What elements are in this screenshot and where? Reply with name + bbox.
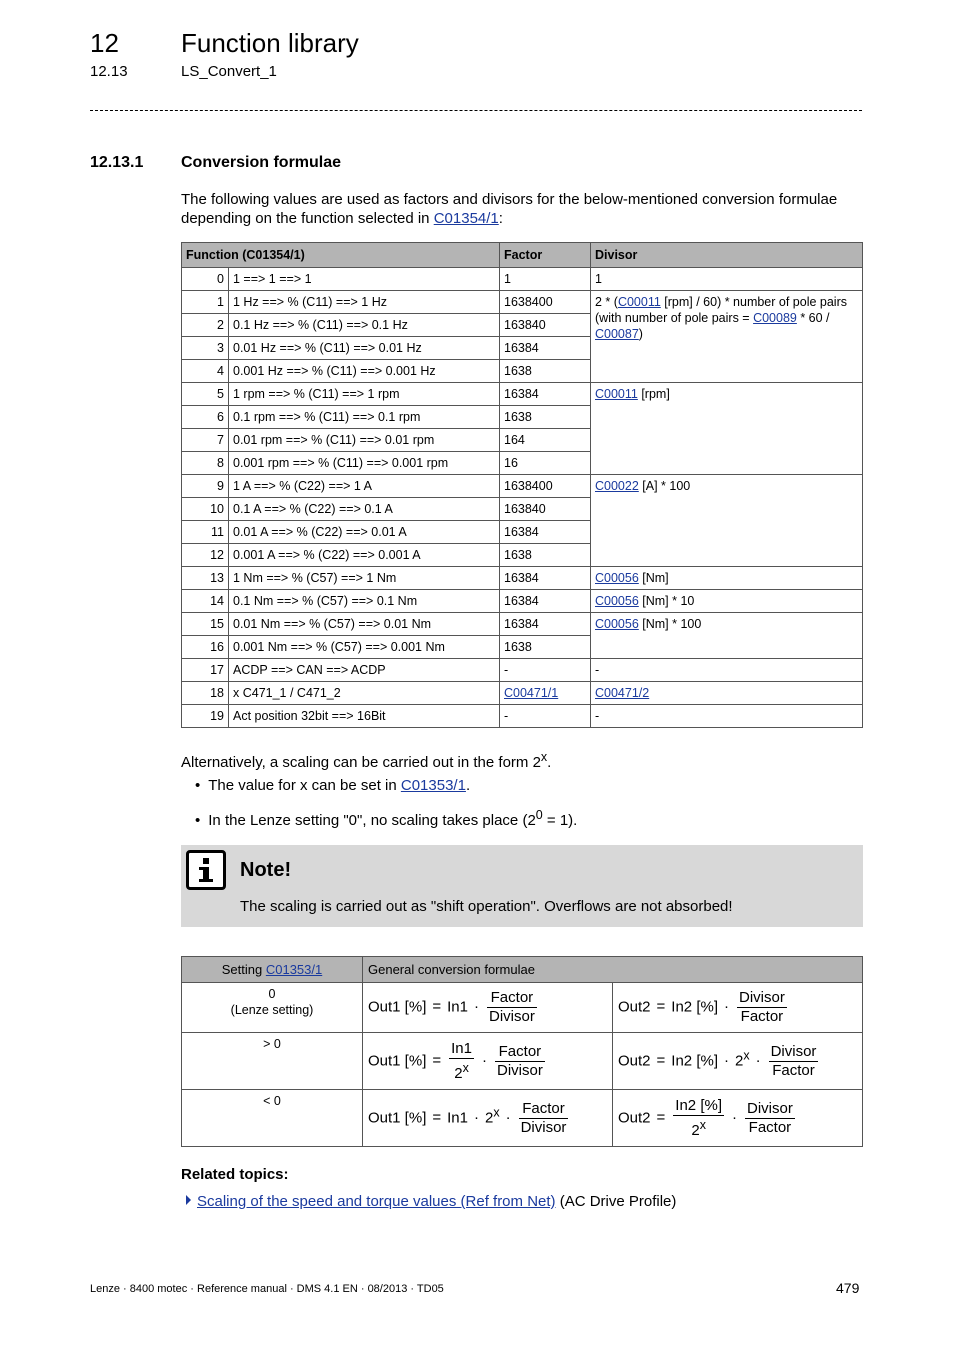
- setting-sub: (Lenze setting): [230, 1003, 314, 1017]
- table-row: [182, 705, 863, 728]
- term-two: 2: [454, 1064, 463, 1082]
- term-two: 2: [735, 1051, 744, 1069]
- row-function: Act position 32bit ==> 16Bit: [229, 705, 500, 728]
- term-out1: Out1 [%]: [368, 998, 427, 1016]
- denominator: Divisor: [496, 1061, 543, 1079]
- setting-cell: [182, 1090, 363, 1147]
- row-function: ACDP ==> CAN ==> ACDP: [229, 659, 500, 682]
- table-row: [182, 659, 863, 682]
- row-factor: 1638: [500, 406, 591, 429]
- numerator: In2 [%]: [675, 1096, 722, 1114]
- row-function: 0.01 A ==> % (C22) ==> 0.01 A: [229, 521, 500, 544]
- table-row: [182, 1033, 863, 1090]
- scaling-end: .: [547, 754, 552, 771]
- row-number: 6: [182, 406, 229, 429]
- row-divisor: 1: [591, 268, 863, 291]
- divisor-text: [Nm]: [638, 571, 669, 585]
- term-dot: ·: [481, 1051, 487, 1069]
- row-function: 1 Nm ==> % (C57) ==> 1 Nm: [229, 567, 500, 590]
- col-factor: Factor: [500, 243, 591, 268]
- row-number: 8: [182, 452, 229, 475]
- row-number: 3: [182, 337, 229, 360]
- term-in2: In2 [%]: [671, 1051, 718, 1069]
- row-factor: 1638400: [500, 475, 591, 498]
- bullet-text-end: = 1).: [542, 812, 578, 829]
- table-row: [182, 1090, 863, 1147]
- row-number: 0: [182, 268, 229, 291]
- numerator: Divisor: [747, 1099, 793, 1117]
- row-factor: -: [500, 659, 591, 682]
- row-function: 0.1 Hz ==> % (C11) ==> 0.1 Hz: [229, 314, 500, 337]
- table-row: [182, 268, 863, 291]
- intro-text: The following values are used as factors and divisors for the below-mentioned conversion formulae depending on the function selected in: [181, 191, 838, 227]
- term-x: x: [462, 1060, 469, 1075]
- bullet-dot-icon: •: [195, 777, 201, 794]
- term-eq: =: [656, 1108, 666, 1126]
- row-factor: -: [500, 705, 591, 728]
- term-in1: In1: [447, 998, 468, 1016]
- denominator: Factor: [748, 1118, 792, 1136]
- table-header-row: [182, 243, 863, 268]
- row-number: 1: [182, 291, 229, 314]
- link-c00089[interactable]: C00089: [753, 311, 797, 325]
- divisor-text: ): [638, 327, 643, 341]
- note-box: [181, 845, 863, 927]
- row-factor: 1: [500, 268, 591, 291]
- formula-out1: [363, 983, 613, 1033]
- bullet-item: [195, 808, 577, 829]
- footer-text: Lenze · 8400 motec · Reference manual · DMS 4.1 EN · 08/2013 · TD05: [90, 1283, 444, 1295]
- term-eq: =: [432, 1051, 442, 1069]
- link-c01353[interactable]: C01353/1: [400, 777, 466, 794]
- row-number: 2: [182, 314, 229, 337]
- fraction: [673, 1097, 724, 1140]
- intro-text-end: :: [498, 210, 503, 227]
- table-row: [182, 567, 863, 590]
- row-factor: 1638400: [500, 291, 591, 314]
- divisor-text: [rpm] / 60) * number of pole pairs (with number of pole pairs =: [595, 295, 847, 325]
- term-out2: Out2: [618, 1051, 651, 1069]
- row-number: 10: [182, 498, 229, 521]
- intro-paragraph: [181, 190, 871, 228]
- row-function: 1 A ==> % (C22) ==> 1 A: [229, 475, 500, 498]
- scaling-text: [181, 750, 551, 771]
- link-c00011[interactable]: C00011: [595, 387, 638, 401]
- row-number: 9: [182, 475, 229, 498]
- row-factor: 1638: [500, 544, 591, 567]
- link-c00011[interactable]: C00011: [617, 295, 661, 309]
- bullet-dot-icon: •: [195, 812, 201, 829]
- info-icon: [186, 850, 226, 890]
- arrow-right-icon: [186, 1195, 191, 1205]
- row-number: 5: [182, 383, 229, 406]
- row-function: 0.1 A ==> % (C22) ==> 0.1 A: [229, 498, 500, 521]
- col-formulae: General conversion formulae: [363, 957, 863, 983]
- link-c00471-1[interactable]: C00471/1: [504, 686, 559, 700]
- row-divisor: [591, 682, 863, 705]
- row-number: 16: [182, 636, 229, 659]
- row-divisor: [591, 613, 863, 659]
- term-dot: ·: [505, 1108, 511, 1126]
- row-divisor-hz: [591, 291, 863, 383]
- setting-value: < 0: [263, 1094, 281, 1108]
- related-topic-suffix: (AC Drive Profile): [555, 1193, 677, 1210]
- term-dot: ·: [755, 1051, 761, 1069]
- term-out1: Out1 [%]: [368, 1108, 427, 1126]
- link-c01353[interactable]: C01353/1: [265, 962, 323, 977]
- setting-cell: [182, 983, 363, 1033]
- bullet-text-end: .: [465, 777, 471, 794]
- setting-value: 0: [268, 987, 276, 1001]
- table-row: [182, 475, 863, 498]
- term-eq: =: [656, 998, 666, 1016]
- intro-link-c01354[interactable]: C01354/1: [433, 210, 499, 227]
- section-number: 12.13: [90, 63, 128, 80]
- fraction: [745, 1100, 795, 1137]
- link-c00056[interactable]: C00056: [595, 571, 639, 585]
- section-title: LS_Convert_1: [181, 63, 277, 80]
- term-in1: In1: [447, 1108, 468, 1126]
- factor-divisor-table: [181, 242, 863, 728]
- denominator: [449, 1059, 474, 1083]
- col-setting-label: Setting: [221, 962, 266, 977]
- col-divisor: Divisor: [591, 243, 863, 268]
- numerator: In1: [451, 1039, 472, 1057]
- row-number: 7: [182, 429, 229, 452]
- heading-number: 12.13.1: [90, 154, 144, 171]
- row-function: 0.001 Hz ==> % (C11) ==> 0.001 Hz: [229, 360, 500, 383]
- chapter-title: Function library: [181, 28, 359, 58]
- bullet-item: [195, 777, 470, 794]
- numerator: Divisor: [739, 989, 785, 1006]
- term-eq: =: [656, 1051, 666, 1069]
- scaling-text-main: Alternatively, a scaling can be carried out in the form 2: [181, 754, 541, 771]
- row-function: 0.01 Nm ==> % (C57) ==> 0.01 Nm: [229, 613, 500, 636]
- row-divisor: [591, 590, 863, 613]
- formula-out2: [613, 1090, 863, 1147]
- table-row: [182, 383, 863, 406]
- row-number: 12: [182, 544, 229, 567]
- related-topic-item: [186, 1193, 676, 1210]
- row-function: x C471_1 / C471_2: [229, 682, 500, 705]
- row-factor: 1638: [500, 636, 591, 659]
- row-factor: 16384: [500, 337, 591, 360]
- row-function: 0.001 rpm ==> % (C11) ==> 0.001 rpm: [229, 452, 500, 475]
- row-function: 1 Hz ==> % (C11) ==> 1 Hz: [229, 291, 500, 314]
- scaling-sup: x: [540, 750, 548, 764]
- setting-value: > 0: [263, 1037, 281, 1051]
- fraction: [495, 1043, 545, 1080]
- col-function: Function (C01354/1): [182, 243, 500, 268]
- page-number: 479: [836, 1280, 860, 1296]
- row-divisor-current: [591, 475, 863, 567]
- col-setting: [182, 957, 363, 983]
- denominator: Factor: [772, 1061, 815, 1079]
- row-factor: 16384: [500, 613, 591, 636]
- row-divisor-rpm: [591, 383, 863, 475]
- note-text: The scaling is carried out as "shift operation". Overflows are not absorbed!: [240, 898, 733, 915]
- divisor-text: [rpm]: [637, 387, 670, 401]
- link-c00471-2[interactable]: C00471/2: [595, 686, 650, 700]
- row-function: 0.01 Hz ==> % (C11) ==> 0.01 Hz: [229, 337, 500, 360]
- denominator: Divisor: [520, 1118, 567, 1136]
- row-factor: 16384: [500, 521, 591, 544]
- fraction: [487, 989, 537, 1026]
- divisor-text: [A] * 100: [638, 479, 691, 493]
- term-eq: =: [432, 998, 442, 1016]
- term-dot: ·: [724, 1051, 729, 1069]
- table-row: [182, 291, 863, 314]
- bullet-sup: 0: [535, 808, 543, 822]
- table-row: [182, 613, 863, 636]
- divisor-text: [Nm] * 10: [638, 594, 695, 608]
- row-factor: 164: [500, 429, 591, 452]
- row-factor: 1638: [500, 360, 591, 383]
- row-function: 0.001 Nm ==> % (C57) ==> 0.001 Nm: [229, 636, 500, 659]
- row-number: 4: [182, 360, 229, 383]
- link-c00056[interactable]: C00056: [595, 594, 639, 608]
- table-row: [182, 983, 863, 1033]
- header-divider: [90, 110, 862, 111]
- row-factor: 16384: [500, 590, 591, 613]
- link-c00022[interactable]: C00022: [595, 479, 639, 493]
- term-out2: Out2: [618, 998, 651, 1016]
- divisor-text: * 60 /: [796, 311, 830, 325]
- chapter-number: 12: [90, 28, 119, 58]
- row-function: 0.1 Nm ==> % (C57) ==> 0.1 Nm: [229, 590, 500, 613]
- row-factor: [500, 682, 591, 705]
- row-function: 1 rpm ==> % (C11) ==> 1 rpm: [229, 383, 500, 406]
- row-function: 0.1 rpm ==> % (C11) ==> 0.1 rpm: [229, 406, 500, 429]
- numerator: Factor: [495, 1043, 545, 1062]
- denominator: Factor: [740, 1008, 784, 1025]
- row-function: 0.01 rpm ==> % (C11) ==> 0.01 rpm: [229, 429, 500, 452]
- table-header-row: [182, 957, 863, 983]
- formula-out2: [613, 1033, 863, 1090]
- row-function: 0.001 A ==> % (C22) ==> 0.001 A: [229, 544, 500, 567]
- numerator: Divisor: [770, 1042, 817, 1060]
- fraction: [519, 1100, 569, 1137]
- divisor-text: 2 * (: [595, 295, 618, 309]
- term-in2: In2 [%]: [671, 998, 718, 1016]
- bullet-text: In the Lenze setting "0", no scaling takes place (2: [208, 812, 536, 829]
- denominator: [673, 1116, 724, 1140]
- link-c00056[interactable]: C00056: [595, 617, 639, 631]
- fraction: [449, 1040, 474, 1083]
- term-dot: ·: [473, 998, 479, 1016]
- term-x: x: [743, 1047, 750, 1062]
- row-factor: 163840: [500, 498, 591, 521]
- term-out1: Out1 [%]: [368, 1051, 427, 1069]
- heading-title: Conversion formulae: [181, 154, 342, 171]
- note-title: Note!: [240, 859, 292, 881]
- row-number: 18: [182, 682, 229, 705]
- formula-out2: [613, 983, 863, 1033]
- row-factor: 163840: [500, 314, 591, 337]
- term-dot: ·: [732, 1108, 737, 1126]
- table-row: [182, 682, 863, 705]
- row-number: 17: [182, 659, 229, 682]
- formula-out1: [363, 1090, 613, 1147]
- denominator: Divisor: [488, 1008, 535, 1025]
- conversion-formulae-table: [181, 956, 863, 1147]
- numerator: Factor: [519, 1100, 569, 1119]
- row-number: 19: [182, 705, 229, 728]
- link-c00087[interactable]: C00087: [595, 327, 639, 341]
- term-dot: ·: [724, 998, 729, 1016]
- term-x: x: [493, 1104, 500, 1119]
- term-eq: =: [432, 1108, 442, 1126]
- fraction: [769, 1043, 819, 1080]
- table-row: [182, 590, 863, 613]
- row-factor: 16384: [500, 383, 591, 406]
- setting-cell: [182, 1033, 363, 1090]
- row-function: 1 ==> 1 ==> 1: [229, 268, 500, 291]
- related-topic-link[interactable]: Scaling of the speed and torque values (Ref from Net): [197, 1193, 556, 1210]
- row-divisor: [591, 567, 863, 590]
- row-factor: 16384: [500, 567, 591, 590]
- term-two: 2: [484, 1108, 494, 1126]
- row-number: 15: [182, 613, 229, 636]
- term-x: x: [699, 1117, 706, 1132]
- divisor-text: [Nm] * 100: [638, 617, 702, 631]
- row-number: 14: [182, 590, 229, 613]
- row-number: 13: [182, 567, 229, 590]
- row-factor: 16: [500, 452, 591, 475]
- formula-out1: [363, 1033, 613, 1090]
- term-dot: ·: [473, 1108, 479, 1126]
- related-topics-heading: Related topics:: [181, 1166, 289, 1183]
- row-divisor: -: [591, 659, 863, 682]
- term-out2: Out2: [618, 1108, 651, 1126]
- fraction: [737, 989, 787, 1026]
- numerator: Factor: [487, 989, 537, 1008]
- bullet-text: The value for x can be set in: [208, 777, 401, 794]
- row-divisor: -: [591, 705, 863, 728]
- term-two: 2: [691, 1121, 700, 1139]
- row-number: 11: [182, 521, 229, 544]
